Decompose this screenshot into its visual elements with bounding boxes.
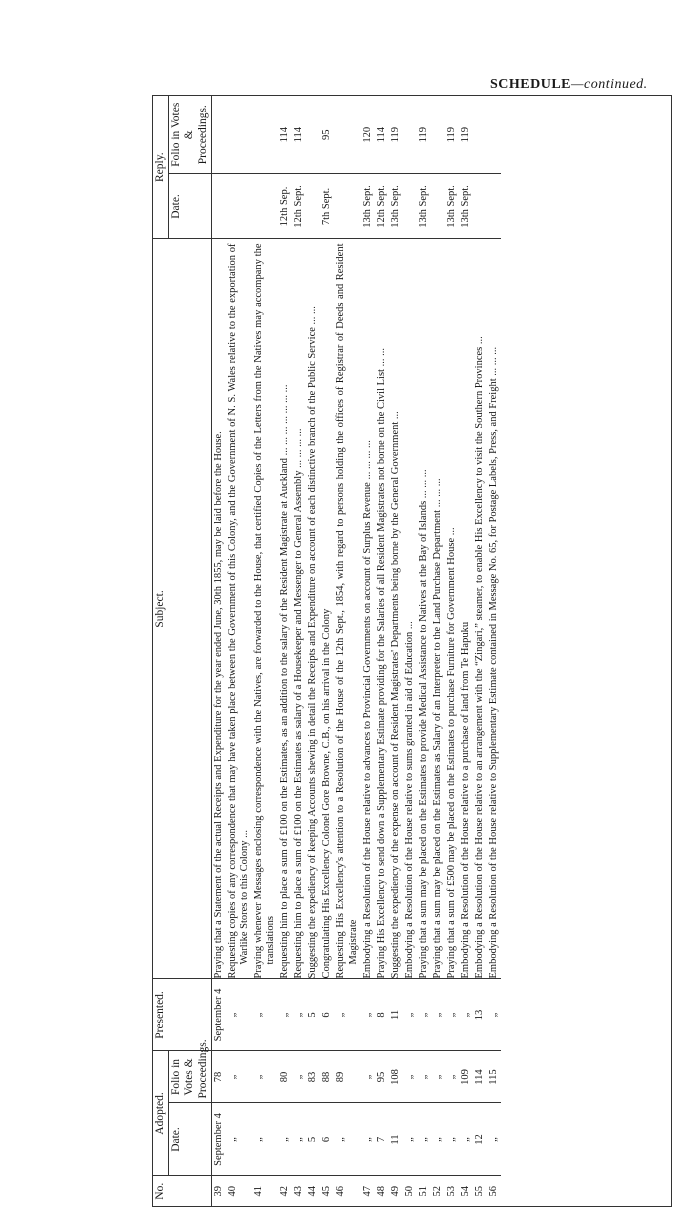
row-subject: Congratulating His Excellency Colonel Gore Browne, C.B., on his arrival in the Colony [320,239,334,979]
table-row [278,96,292,1206]
adopted-folio: 80 [278,1051,292,1103]
presented-date: „ [445,979,459,1051]
reply-folio [487,96,501,174]
table-row [226,96,252,1206]
presented-date: „ [459,979,473,1051]
row-subject: Praying that a Statement of the actual Receipts and Expenditure for the year ended June, 30th 1855, may be laid before the House. [211,239,226,979]
reply-date: 12th Sept. [375,174,389,239]
adopted-folio: „ [292,1051,306,1103]
presented-date: 11 [389,979,403,1051]
row-subject: Suggesting the expediency of keeping Accounts shewing in detail the Receipts and Expenditure on account of each distinctive branch of the Public Service ... ... [306,239,320,979]
rotated-table-container [153,96,671,1206]
reply-folio: 119 [445,96,459,174]
row-number: 51 [417,1186,429,1197]
adopted-folio: „ [226,1051,252,1103]
adopted-date: September 4 [211,1103,226,1176]
adopted-folio: 109 [459,1051,473,1103]
table-row [211,96,226,1206]
row-subject: Embodying a Resolution of the House relative to advances to Provincial Governments on account of Surplus Revenue ... ... ... ... [361,239,375,979]
row-subject: Requesting copies of any correspondence that may have taken place between the Government of this Colony, and the Government of N. S. Wales relative to the exportation of Warlike Stores to this Colony ... [226,239,252,979]
row-number: 54 [460,1186,471,1197]
row-number: 40 [226,1186,238,1197]
col-header-adopted: Adopted. [153,1051,169,1176]
presented-date: „ [487,979,501,1051]
reply-folio: 119 [459,96,473,174]
table-row [487,96,501,1206]
adopted-date: „ [226,1103,252,1176]
row-number: 50 [403,1186,415,1197]
adopted-date: „ [417,1103,431,1176]
schedule-table [153,96,501,1206]
reply-folio [211,96,226,174]
adopted-folio: „ [403,1051,417,1103]
adopted-date: 11 [389,1103,403,1176]
table-row [334,96,360,1206]
adopted-date: „ [278,1103,292,1176]
reply-folio: 114 [278,96,292,174]
reply-date: 13th Sept. [417,174,431,239]
table-row [389,96,403,1206]
table-row [292,96,306,1206]
adopted-folio: 83 [306,1051,320,1103]
col-header-presented: Presented. [153,979,211,1051]
reply-folio: 119 [389,96,403,174]
adopted-folio: 88 [320,1051,334,1103]
table-row [445,96,459,1206]
presented-date: „ [403,979,417,1051]
adopted-folio: 78 [211,1051,226,1103]
row-subject: Embodying a Resolution of the House relative to Supplementary Estimate contained in Message No. 65, for Postage Labels, Press, and Freight ... ... ... [487,239,501,979]
reply-date [334,174,360,239]
adopted-date: „ [334,1103,360,1176]
adopted-folio: 115 [487,1051,501,1103]
presented-date: „ [417,979,431,1051]
adopted-date: 12 [473,1103,487,1176]
reply-date: 13th Sept. [445,174,459,239]
row-number: 41 [253,1186,265,1197]
adopted-folio: „ [361,1051,375,1103]
presented-date: September 4 [211,979,226,1051]
row-number: 44 [307,1186,319,1197]
reply-folio: 119 [417,96,431,174]
adopted-date: „ [445,1103,459,1176]
row-number: 49 [389,1186,401,1197]
adopted-date: „ [292,1103,306,1176]
row-number: 46 [335,1186,347,1197]
adopted-folio: „ [417,1051,431,1103]
col-header-adopted-date: Date. [169,1103,212,1176]
row-subject: Embodying a Resolution of the House relative to sums granted in aid of Education ... [403,239,417,979]
row-subject: Suggesting the expediency of the expense on account of Resident Magistrates' Departments being borne by the General Government ... [389,239,403,979]
reply-date: 13th Sept. [389,174,403,239]
row-number: 45 [321,1186,333,1197]
row-subject: Requesting him to place a sum of £100 on the Estimates as salary of a Housekeeper and Messenger to General Assembly ... ... ... ... [292,239,306,979]
adopted-folio: 108 [389,1051,403,1103]
reply-folio: 120 [361,96,375,174]
presented-date: „ [252,979,278,1051]
reply-folio [403,96,417,174]
adopted-folio: „ [445,1051,459,1103]
row-subject: Requesting His Excellency's attention to a Resolution of the House of the 12th Sept., 1854, with regard to persons holding the offices of Registrar of Deeds and Resident Magistrate [334,239,360,979]
page-heading [490,77,648,93]
reply-folio [473,96,487,174]
row-subject: Praying that a sum of £500 may be placed on the Estimates to purchase Furniture for Government House ... [445,239,459,979]
reply-date [252,174,278,239]
adopted-date: „ [459,1103,473,1176]
row-number: 47 [361,1186,373,1197]
row-subject: Embodying a Resolution of the House relative to an arrangement with the “Zingari,” steamer, to enable His Excellency to visit the Southern Provinces ... [473,239,487,979]
table-row [375,96,389,1206]
reply-folio: 114 [375,96,389,174]
presented-date: „ [361,979,375,1051]
adopted-date: „ [431,1103,445,1176]
reply-folio [334,96,360,174]
table-row [431,96,445,1206]
adopted-folio: 114 [473,1051,487,1103]
adopted-date: 6 [320,1103,334,1176]
reply-date [403,174,417,239]
schedule-continued: —continued. [571,77,648,92]
adopted-folio: 95 [375,1051,389,1103]
presented-date: „ [278,979,292,1051]
reply-date: 7th Sept. [320,174,334,239]
schedule-body [211,96,501,1206]
reply-date [487,174,501,239]
table-row [320,96,334,1206]
table-row [403,96,417,1206]
table-row [306,96,320,1206]
reply-date: 12th Sept. [292,174,306,239]
presented-date: „ [334,979,360,1051]
col-header-reply-folio: Folio in Votes & Proceedings. [169,96,212,174]
col-header-reply-date: Date. [169,174,212,239]
reply-date [226,174,252,239]
adopted-date: „ [252,1103,278,1176]
adopted-date: 5 [306,1103,320,1176]
presented-date: 8 [375,979,389,1051]
row-number: 48 [375,1186,387,1197]
adopted-date: „ [487,1103,501,1176]
row-number: 52 [431,1186,443,1197]
adopted-date: 7 [375,1103,389,1176]
schedule-title: SCHEDULE [490,77,572,92]
table-row [361,96,375,1206]
table-row [252,96,278,1206]
row-number: 42 [279,1186,291,1197]
schedule-table-frame [152,95,672,1207]
col-header-no: No. [153,1176,211,1206]
reply-date [211,174,226,239]
reply-folio: 95 [320,96,334,174]
presented-date: „ [292,979,306,1051]
presented-date: 6 [320,979,334,1051]
table-row [459,96,473,1206]
row-number: 43 [293,1186,305,1197]
reply-folio [306,96,320,174]
row-number: 53 [445,1186,457,1197]
row-subject: Praying that a sum may be placed on the Estimates to provide Medical Assistance to Natives at the Bay of Islands ... ... ... [417,239,431,979]
reply-date: 13th Sept. [361,174,375,239]
presented-date: „ [431,979,445,1051]
reply-folio: 114 [292,96,306,174]
adopted-date: „ [361,1103,375,1176]
row-subject: Praying that a sum may be placed on the Estimates as Salary of an Interpreter to the Land Purchase Department ... ... ... [431,239,445,979]
adopted-folio: 89 [334,1051,360,1103]
reply-folio [252,96,278,174]
col-header-reply: Reply. [153,96,169,239]
row-subject: Praying His Excellency to send down a Supplementary Estimate providing for the Salaries of all Resident Magistrates not borne on the Civil List ... ... [375,239,389,979]
reply-folio [431,96,445,174]
reply-date [431,174,445,239]
col-header-subject: Subject. [153,239,211,979]
presented-date: 13 [473,979,487,1051]
row-subject: Praying whenever Messages enclosing correspondence with the Natives, are forwarded to the House, that certified Copies of the Letters from the Natives may accompany the translations [252,239,278,979]
adopted-date: „ [403,1103,417,1176]
table-row [417,96,431,1206]
table-row [473,96,487,1206]
reply-folio [226,96,252,174]
row-subject: Requesting him to place a sum of £100 on the Estimates, as an addition to the salary of the Resident Magistrate at Auckland ... ... ... ... ... ... ... [278,239,292,979]
row-subject: Embodying a Resolution of the House relative to a purchase of land from Te Hapuku [459,239,473,979]
presented-date: „ [226,979,252,1051]
row-number: 55 [474,1186,486,1197]
row-number: 39 [212,1186,224,1197]
adopted-folio: „ [252,1051,278,1103]
col-header-adopted-folio: Folio in Votes & Proceedings. [169,1051,212,1103]
adopted-folio: „ [431,1051,445,1103]
reply-date: 13th Sept. [459,174,473,239]
reply-date: 12th Sep. [278,174,292,239]
reply-date [306,174,320,239]
presented-date: 5 [306,979,320,1051]
reply-date [473,174,487,239]
row-number: 56 [488,1186,500,1197]
